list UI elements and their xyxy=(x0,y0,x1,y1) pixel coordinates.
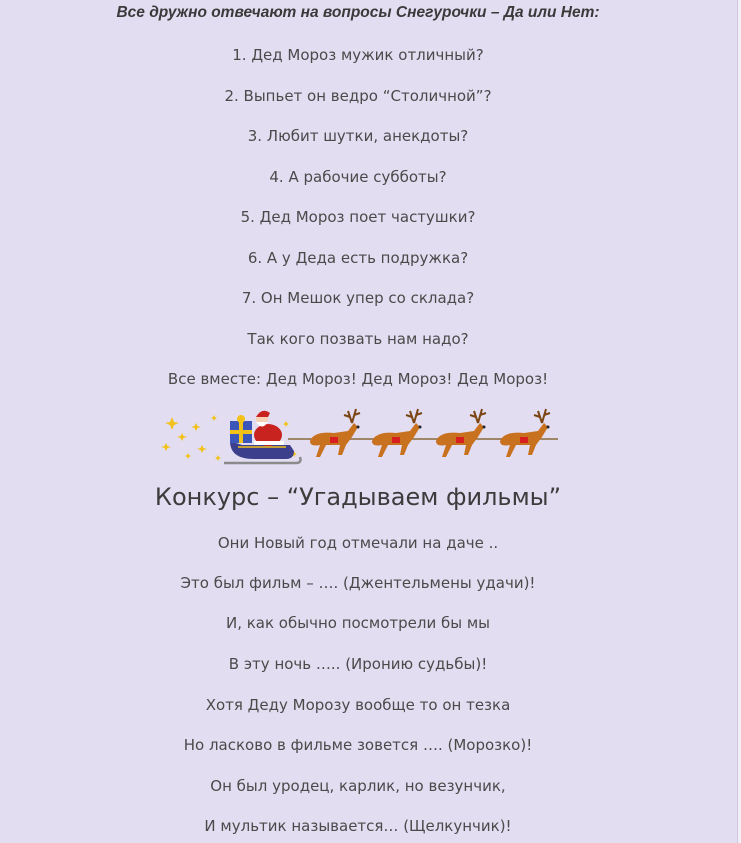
quiz-heading: Все дружно отвечают на вопросы Снегурочки – Да или Нет: xyxy=(116,4,600,21)
quiz-question: 3. Любит шутки, анекдоты? xyxy=(247,127,469,145)
quiz-question: 6. А у Деда есть подружка? xyxy=(247,249,469,267)
contest-line: Они Новый год отмечали на даче .. xyxy=(217,534,499,552)
contest-title: Конкурс – “Угадываем фильмы” xyxy=(154,483,562,511)
santa-icon xyxy=(254,411,284,446)
quiz-question: 5. Дед Мороз поет частушки? xyxy=(240,208,476,226)
scrollbar-edge xyxy=(737,0,741,843)
reindeer-icon xyxy=(310,409,360,457)
reindeer-icon xyxy=(500,409,550,457)
quiz-question: 7. Он Мешок упер со склада? xyxy=(241,289,475,307)
reindeer-icon xyxy=(372,409,422,457)
contest-line: Хотя Деду Морозу вообще то он тезка xyxy=(205,696,511,714)
contest-line: Но ласково в фильме зовется …. (Морозко)! xyxy=(183,736,533,754)
santa-sleigh-reindeer-icon xyxy=(158,405,560,465)
contest-line: В эту ночь ….. (Иронию судьбы)! xyxy=(228,655,488,673)
gift-icon xyxy=(230,415,252,443)
quiz-question: Так кого позвать нам надо? xyxy=(247,330,469,348)
contest-line: Это был фильм – …. (Джентельмены удачи)! xyxy=(180,574,536,592)
quiz-question: 2. Выпьет он ведро “Столичной”? xyxy=(224,87,492,105)
quiz-answer: Все вместе: Дед Мороз! Дед Мороз! Дед Мороз! xyxy=(167,370,549,388)
contest-line: И мультик называется… (Щелкунчик)! xyxy=(204,817,512,835)
contest-line: Он был уродец, карлик, но везунчик, xyxy=(210,777,506,795)
quiz-question: 1. Дед Мороз мужик отличный? xyxy=(232,46,484,64)
quiz-question: 4. А рабочие субботы? xyxy=(269,168,447,186)
reindeer-icon xyxy=(436,409,486,457)
contest-line: И, как обычно посмотрели бы мы xyxy=(225,614,491,632)
